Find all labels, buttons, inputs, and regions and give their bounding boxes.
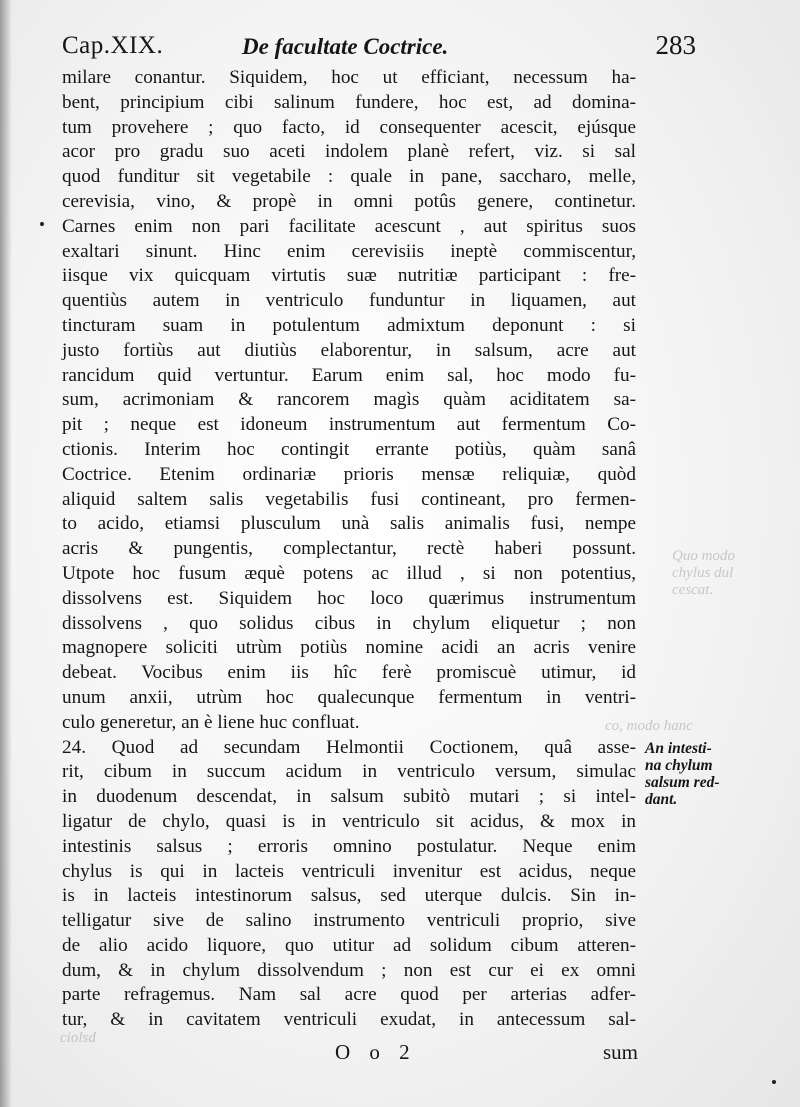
text-line: pit ; neque est idoneum instrumentum aut fermentum Co- (62, 414, 636, 436)
ink-speck (772, 1080, 776, 1084)
text-line: chylus is qui in lacteis ventriculi invenitur est acidus, neque (62, 860, 636, 882)
text-line: de alio acido liquore, quo utitur ad solidum cibum atteren- (62, 934, 636, 956)
margin-note-line: salsum red- (645, 774, 720, 791)
text-line: quod funditur sit vegetabile : quale in pane, saccharo, melle, (62, 166, 636, 188)
text-line: tincturam suam in potulentum admixtum deponunt : si (62, 314, 636, 336)
show-through-right (672, 548, 735, 599)
show-through-line: cescat. (672, 582, 714, 598)
text-line: iisque vix quicquam virtutis suæ nutritiæ participant : fre- (62, 265, 636, 287)
text-line: dissolvens est. Siquidem hoc loco quærimus instrumentum (62, 587, 636, 609)
text-line: ligatur de chylo, quasi is in ventriculo sit acidus, & mox in (62, 810, 636, 832)
text-line: Coctrice. Etenim ordinariæ prioris mensæ reliquiæ, quòd (62, 463, 636, 485)
binding-shadow (0, 0, 12, 1107)
body-text (62, 66, 636, 1033)
show-through-line: Quo modo (672, 548, 735, 564)
text-line: debeat. Vocibus enim iis hîc ferè promiscuè utimur, id (62, 662, 636, 684)
margin-note-line: na chylum (645, 757, 713, 774)
show-through-line: chylus dul (672, 565, 734, 581)
page-number: 283 (655, 30, 696, 60)
text-line: cerevisia, vino, & propè in omni potûs genere, continetur. (62, 190, 636, 212)
text-line: dum, & in chylum dissolvendum ; non est cur ei ex omni (62, 959, 636, 981)
text-line: sum, acrimoniam & rancorem magìs quàm aciditatem sa- (62, 389, 636, 411)
text-line: ctionis. Interim hoc contingit errante potiùs, quàm sanâ (62, 438, 636, 460)
text-line: aliquid saltem salis vegetabilis fusi contineant, pro fermen- (62, 488, 636, 510)
text-line: Carnes enim non pari facilitate acescunt , aut spiritus suos (62, 215, 636, 237)
show-through-left: co, modo hanc (605, 718, 693, 734)
text-line: magnopere soliciti utrùm potiùs nomine acidi an acris venire (62, 637, 636, 659)
catchword: sum (602, 1040, 638, 1064)
chapter-label: Cap.XIX. (62, 32, 164, 59)
margin-note (645, 740, 745, 808)
ink-speck (40, 222, 44, 226)
text-line: telligatur sive de salino instrumento ventriculi proprio, sive (62, 910, 636, 932)
text-line: culo generetur, an è liene huc confluat. (62, 711, 360, 733)
text-line: unum anxii, utrùm hoc qualecunque fermentum in ventri- (62, 686, 636, 708)
text-line: Utpote hoc fusum æquè potens ac illud , si non potentius, (62, 562, 636, 584)
signature-mark: O o 2 (335, 1040, 417, 1064)
running-title: De facultate Coctrice. (242, 34, 449, 59)
text-line: tur, & in cavitatem ventriculi exudat, in antecessum sal- (62, 1009, 636, 1031)
text-line: 24. Quod ad secundam Helmontii Coctionem, quâ asse- (62, 736, 636, 758)
text-line: in duodenum descendat, in salsum subitò mutari ; si intel- (62, 786, 636, 808)
margin-note-line: An intesti- (645, 740, 712, 757)
text-line: rit, cibum in succum acidum in ventriculo versum, simulac (62, 761, 636, 783)
text-line: is in lacteis intestinorum salsus, sed uterque dulcis. Sin in- (62, 885, 636, 907)
text-line: tum provehere ; quo facto, id consequenter acescit, ejúsque (62, 116, 636, 138)
text-line: rancidum quid vertuntur. Earum enim sal, hoc modo fu- (62, 364, 636, 386)
text-line: dissolvens , quo solidus cibus in chylum eliquetur ; non (62, 612, 636, 634)
text-line: acor pro gradu suo aceti indolem planè refert, viz. si sal (62, 141, 636, 163)
text-line: milare conantur. Siquidem, hoc ut efficiant, necessum ha- (62, 67, 636, 88)
text-line: quentiùs autem in ventriculo funduntur in liquamen, aut (62, 290, 636, 312)
text-line: intestinis salsus ; erroris omnino postulatur. Neque enim (62, 835, 636, 857)
running-head (62, 30, 696, 64)
text-line: parte refragemus. Nam sal acre quod per arterias adfer- (62, 984, 636, 1006)
text-line: exaltari sinunt. Hinc enim cerevisiis ineptè commiscentur, (62, 240, 636, 262)
text-line: justo fortiùs aut diutiùs elaborentur, in salsum, acre aut (62, 339, 636, 361)
margin-note-line: dant. (645, 791, 678, 808)
text-line: acris & pungentis, complectantur, rectè haberi possunt. (62, 538, 636, 560)
text-line: bent, principium cibi salinum fundere, hoc est, ad domina- (62, 91, 636, 113)
show-through-bottom: ciolsd (60, 1030, 96, 1046)
text-line: to acido, etiamsi plusculum unà salis animalis fusi, nempe (62, 513, 636, 535)
